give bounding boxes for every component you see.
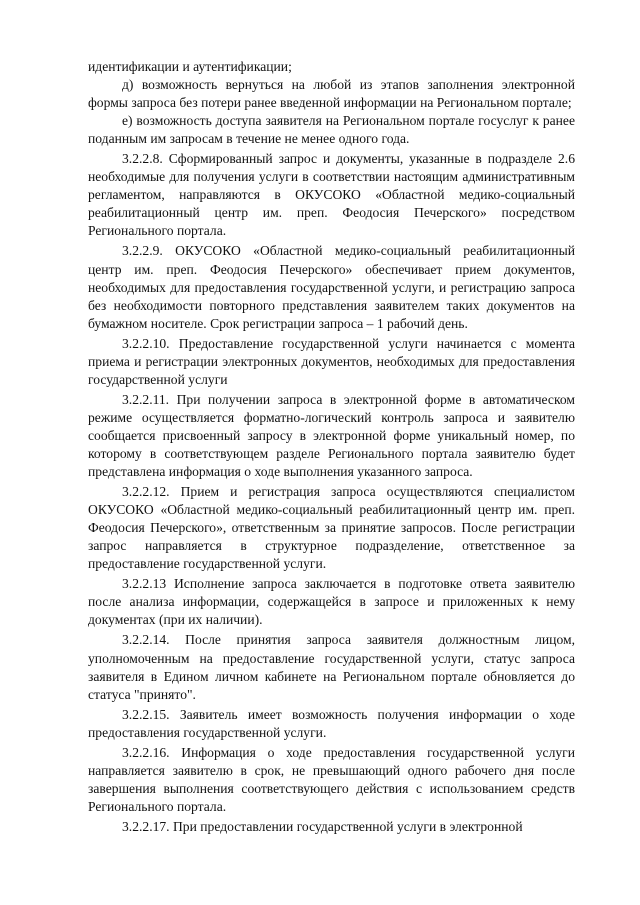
paragraph-3-2-2-8: 3.2.2.8. Сформированный запрос и документы, указанные в подразделе 2.6 необходимые для получения услуги в соответствии настоящим административным регламентом, направляются в ОКУСОКО «Областной медико-социальный реабилитационный центр им. преп. Феодосия Печерского» посредством Регионального портала. (88, 151, 575, 239)
document-page (88, 58, 575, 836)
paragraph-3-2-2-15: 3.2.2.15. Заявитель имеет возможность получения информации о ходе предоставления государственной услуги. (88, 706, 575, 740)
paragraph-3-2-2-13: 3.2.2.13 Исполнение запроса заключается в подготовке ответа заявителю после анализа информации, содержащейся в запросе и приложенных к нему документах (при их наличии). (88, 576, 575, 628)
paragraph-3-2-2-14: 3.2.2.14. После принятия запроса заявителя должностным лицом, уполномоченным на предоставление государственной услуги, статус запроса заявителя в Едином личном кабинете на Региональном портале обновляется до статуса "принято". (88, 632, 575, 702)
paragraph-item-e: е) возможность доступа заявителя на Региональном портале госуслуг к ранее поданным им запросам в течение не менее одного года. (88, 113, 575, 147)
paragraph-identification: идентификации и аутентификации; (88, 59, 292, 74)
paragraph-3-2-2-10: 3.2.2.10. Предоставление государственной услуги начинается с момента приема и регистрации электронных документов, необходимых для предоставления государственной услуги (88, 335, 575, 387)
paragraph-3-2-2-16: 3.2.2.16. Информация о ходе предоставления государственной услуги направляется заявителю в срок, не превышающий одного рабочего дня после завершения выполнения соответствующего действия с использованием средств Регионального портала. (88, 744, 575, 814)
paragraph-item-d: д) возможность вернуться на любой из этапов заполнения электронной формы запроса без потери ранее введенной информации на Региональном портале; (88, 77, 575, 111)
paragraph-3-2-2-12: 3.2.2.12. Прием и регистрация запроса осуществляются специалистом ОКУСОКО «Областной медико-социальный реабилитационный центр им. преп. Феодосия Печерского», ответственным за принятие запросов. После регистрации запрос направляется в структурное подразделение, ответственное за предоставление государственной услуги. (88, 484, 575, 572)
paragraph-3-2-2-11: 3.2.2.11. При получении запроса в электронной форме в автоматическом режиме осуществляется форматно-логический контроль запроса и заявителю сообщается присвоенный запросу в электронной форме уникальный номер, по которому в соответствующем разделе Регионального портала заявителю будет представлена информация о ходе выполнения указанного запроса. (88, 391, 575, 480)
paragraph-3-2-2-17: 3.2.2.17. При предоставлении государственной услуги в электронной (122, 818, 523, 834)
paragraph-3-2-2-9: 3.2.2.9. ОКУСОКО «Областной медико-социальный реабилитационный центр им. преп. Феодосия Печерского» обеспечивает прием документов, необходимых для предоставления государственной услуги, и регистрацию запроса без необходимости повторного представления заявителем таких документов на бумажном носителе. Срок регистрации запроса – 1 рабочий день. (88, 243, 575, 331)
